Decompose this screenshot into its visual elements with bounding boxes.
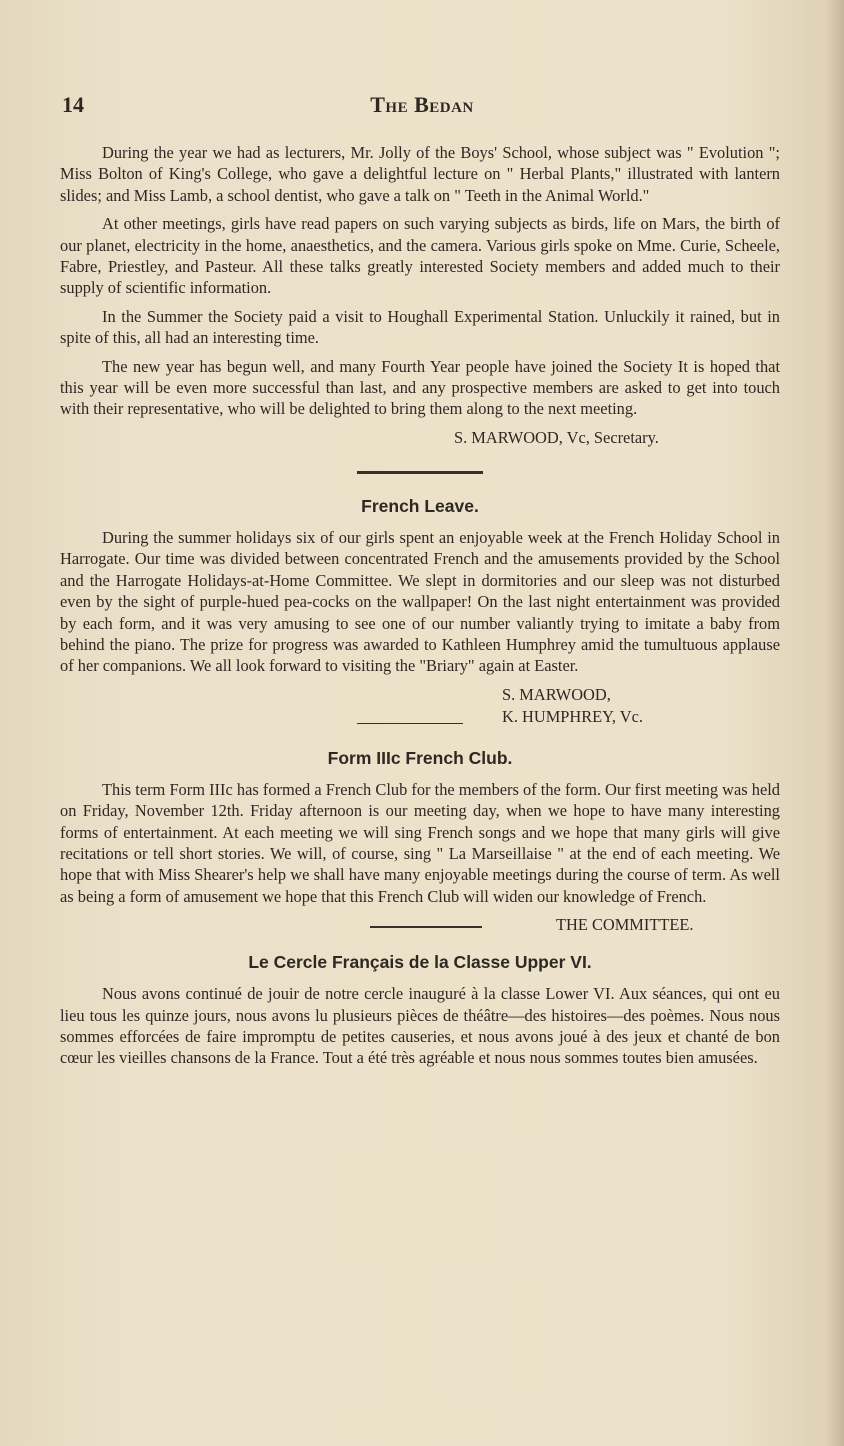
french-club-article [60,748,780,936]
french-leave-article [60,496,780,728]
signature-block [60,914,780,936]
paragraph: At other meetings, girls have read papers on such varying subjects as birds, life on Mars, the birth of our planet, electricity in the home, anaesthetics, and the camera. Various girls spoke on Mme. Curie, Scheele, Fabre, Priestley, and Pasteur. All these talks greatly interested Society members and added much to their supply of scientific information. [60,214,780,298]
paragraph: In the Summer the Society paid a visit to Houghall Experimental Station. Unluckily it rained, but in spite of this, all had an interesting time. [60,306,780,348]
paragraph: The new year has begun well, and many Fourth Year people have joined the Society It is hoped that this year will be even more successful than last, and any prospective members are asked to get into touch with their representative, who will be delighted to bring them along to the next meeting. [60,356,780,419]
article-heading: Form IIIc French Club. [327,747,513,768]
page-number: 14 [62,92,84,117]
science-society-report [60,142,780,449]
section-divider [357,471,483,474]
paragraph: Nous avons continué de jouir de notre cercle inauguré à la classe Lower VI. Aux séances, qui ont eu lieu tous les quinze jours, nous avons lu plusieurs pièces de théâtre—des histoires—des poèmes. Nous nous sommes efforcées de faire impromptu de petites causeries, et nous avons joué à des jeux et chanté de bon cœur les vieilles chansons de la France. Tout a été très agréable et nous nous sommes toutes bien amusées. [60,984,780,1068]
paragraph: During the summer holidays six of our girls spent an enjoyable week at the French Holiday School in Harrogate. Our time was divided between concentrated French and the amusements provided by the School and the Harrogate Holidays-at-Home Committee. We slept in dormitories and our sleep was not disturbed even by the sight of purple-hued pea-cocks on the wallpaper! On the last night entertainment was provided by each form, and it was very amusing to see one of our number valiantly trying to imitate a baby from behind the piano. The prize for progress was awarded to Kathleen Humphrey amid the tumultuous applause of her companions. We all look forward to visiting the "Briary" again at Easter. [60,527,780,676]
section-divider [370,926,482,928]
article-heading: French Leave. [361,495,479,516]
article-heading: Le Cercle Français de la Classe Upper VI. [248,952,592,973]
signature: THE COMMITTEE. [556,915,694,935]
page-content [60,142,780,1076]
signature-line: S. MARWOOD, [502,684,611,704]
cercle-francais-article [60,952,780,1069]
paragraph: This term Form IIIc has formed a French Club for the members of the form. Our first meeting was held on Friday, November 12th. Friday afternoon is our meeting day, when we hope to have many interesting forms of entertainment. At each meeting we will sing French songs and we hope that many girls will give recitations or tell short stories. We will, of course, sing " La Marseillaise " at the end of each meeting. We hope that with Miss Shearer's help we shall have many enjoyable meetings during the course of term. As well as being a form of amusement we hope that this French Club will widen our knowledge of French. [60,779,780,906]
running-title: The Bedan [370,92,474,117]
signature-line: K. HUMPHREY, Vc. [502,706,644,726]
signature: S. MARWOOD, Vc, Secretary. [454,427,659,447]
running-header [0,92,844,122]
section-divider [357,723,463,725]
signature-block [60,684,780,728]
paragraph: During the year we had as lecturers, Mr. Jolly of the Boys' School, whose subject was " Evolution "; Miss Bolton of King's College, who gave a delightful lecture on " Herbal Plants," illustrated with lantern slides; and Miss Lamb, a school dentist, who gave a talk on " Teeth in the Animal World." [60,143,780,205]
